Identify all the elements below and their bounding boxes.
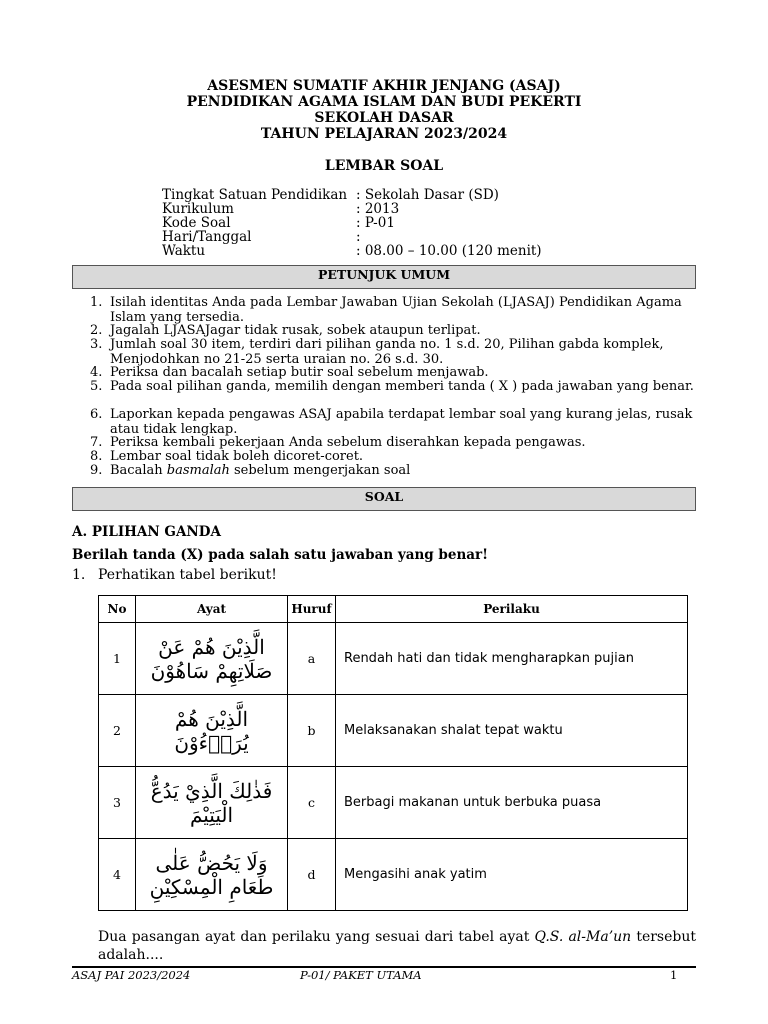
arabic-verse: الَّذِيْنَ هُمْ عَنْ صَلَاتِهِمْ سَاهُوْنَ [136, 623, 288, 695]
instruction-number: 5. [90, 379, 103, 394]
instruction-text: Periksa kembali pekerjaan Anda sebelum diserahkan kepada pengawas. [110, 435, 586, 450]
row-letter: b [288, 695, 336, 767]
instruction-text [110, 464, 700, 479]
exam-title: ASESMEN SUMATIF AKHIR JENJANG (ASAJ) [207, 78, 561, 94]
subject-title: PENDIDIKAN AGAMA ISLAM DAN BUDI PEKERTI [186, 94, 582, 110]
closing-text: Dua pasangan ayat dan perilaku yang sesuai dari tabel ayat [98, 929, 535, 945]
footer-left: ASAJ PAI 2023/2024 [72, 968, 191, 982]
instruction-number: 9. [90, 463, 103, 478]
instruction-text-after: sebelum mengerjakan soal [229, 463, 411, 478]
closing-text-end: tersebut adalah.... [98, 929, 696, 963]
arabic-verse: الَّذِيْنَ هُمْ يُرَاۤءُوْنَ [136, 695, 288, 767]
instruction-text: Jumlah soal 30 item, terdiri dari pilihan ganda no. 1 s.d. 20, Pilihan gabda komplek, Menjodohkan no 21-25 serta uraian no. 26 s.d. 30. [110, 337, 664, 367]
instruction-number: 2. [90, 323, 103, 338]
question-prompt: Perhatikan tabel berikut! [98, 567, 277, 583]
info-value-date: : [356, 229, 361, 245]
header-no: No [99, 596, 136, 623]
row-number: 4 [99, 839, 136, 911]
row-letter: a [288, 623, 336, 695]
row-number: 3 [99, 767, 136, 839]
instruction-text: Periksa dan bacalah setiap butir soal sebelum menjawab. [110, 365, 489, 380]
row-letter: c [288, 767, 336, 839]
instruction-text: Lembar soal tidak boleh dicoret-coret. [110, 449, 364, 464]
info-value-time: : 08.00 – 10.00 (120 menit) [356, 243, 542, 259]
info-value-curriculum: : 2013 [356, 201, 400, 217]
arabic-verse: وَلَا يَحُضُّ عَلٰى طَعَامِ الْمِسْكِيْنِ [136, 839, 288, 911]
instruction-text: Laporkan kepada pengawas ASAJ apabila terdapat lembar soal yang kurang jelas, rusak atau tidak lengkap. [110, 407, 693, 437]
info-label-code: Kode Soal [162, 215, 231, 231]
instruction-number: 6. [90, 407, 103, 422]
section-title: A. PILIHAN GANDA [72, 524, 221, 540]
instruction-number: 8. [90, 449, 103, 464]
row-number: 1 [99, 623, 136, 695]
instruction-text-italic: basmalah [166, 463, 230, 478]
footer-center: P-01/ PAKET UTAMA [300, 968, 422, 982]
info-label-time: Waktu [162, 243, 206, 259]
school-level: SEKOLAH DASAR [314, 110, 454, 126]
answer-instruction: Berilah tanda (X) pada salah satu jawaban yang benar! [72, 547, 489, 563]
question-closing [98, 928, 696, 964]
table-row [99, 695, 688, 767]
row-behavior: Melaksanakan shalat tepat waktu [336, 695, 688, 767]
header-perilaku: Perilaku [336, 596, 688, 623]
page-number: 1 [670, 968, 678, 982]
table-row [99, 623, 688, 695]
instruction-number: 3. [90, 337, 103, 352]
info-value-code: : P-01 [356, 215, 395, 231]
instruction-text: Pada soal pilihan ganda, memilih dengan memberi tanda ( X ) pada jawaban yang benar. [110, 379, 694, 394]
questions-heading: SOAL [72, 487, 696, 511]
instruction-number: 7. [90, 435, 103, 450]
question-number: 1. [72, 567, 86, 583]
general-instructions-heading: PETUNJUK UMUM [72, 265, 696, 289]
instruction-text-before: Bacalah [110, 463, 167, 478]
table-row [99, 767, 688, 839]
table-row [99, 839, 688, 911]
row-letter: d [288, 839, 336, 911]
instruction-number: 4. [90, 365, 103, 380]
info-label-curriculum: Kurikulum [162, 201, 234, 217]
info-label-level: Tingkat Satuan Pendidikan [162, 187, 348, 203]
header-huruf: Huruf [288, 596, 336, 623]
table-header-row [99, 596, 688, 623]
instruction-text: Isilah identitas Anda pada Lembar Jawaban Ujian Sekolah (LJASAJ) Pendidikan Agama Islam yang tersedia. [110, 295, 682, 325]
instruction-text: Jagalah LJASAJagar tidak rusak, sobek ataupun terlipat. [110, 323, 481, 338]
header-ayat: Ayat [136, 596, 288, 623]
row-behavior: Rendah hati dan tidak mengharapkan pujian [336, 623, 688, 695]
sheet-title: LEMBAR SOAL [324, 158, 444, 174]
row-behavior: Berbagi makanan untuk berbuka puasa [336, 767, 688, 839]
row-number: 2 [99, 695, 136, 767]
info-label-date: Hari/Tanggal [162, 229, 252, 245]
matching-table [98, 595, 688, 911]
arabic-verse: فَذٰلِكَ الَّذِيْ يَدُعُّ الْيَتِيْمَ [136, 767, 288, 839]
closing-surah: Q.S. al-Ma’un [534, 929, 632, 945]
academic-year: TAHUN PELAJARAN 2023/2024 [260, 126, 508, 142]
row-behavior: Mengasihi anak yatim [336, 839, 688, 911]
info-value-level: : Sekolah Dasar (SD) [356, 187, 499, 203]
instruction-number: 1. [90, 295, 103, 310]
